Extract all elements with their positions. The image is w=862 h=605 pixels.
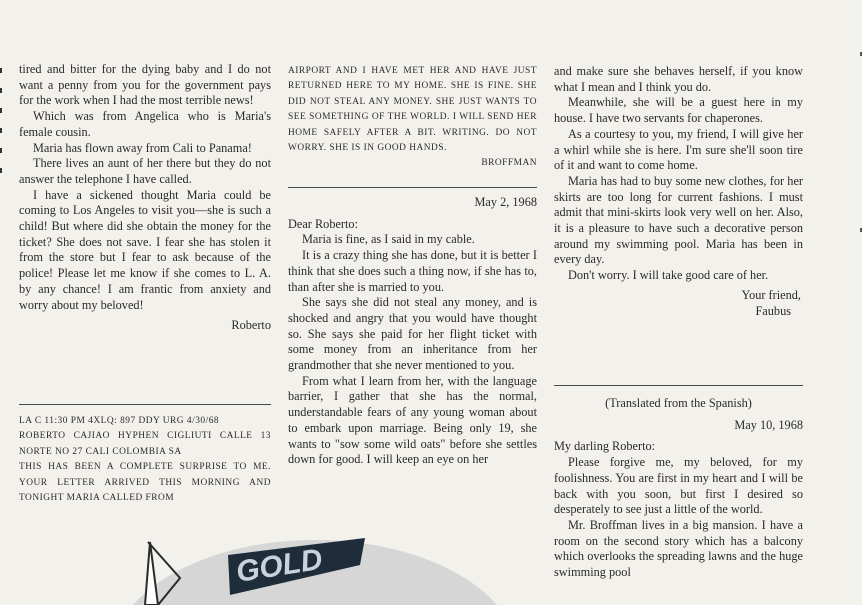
cable-text: AIRPORT AND I HAVE MET HER AND HAVE JUST RETURNED HERE TO MY HOME. SHE IS FINE. SHE DID NOT STEAL ANY MONEY. SHE JUST WANTS TO SEE SOMETHING OF THE WORLD. I WILL SEND HER HOME SAFELY AFTER A BIT. WRITING. DO NOT WORRY. SHE IS IN GOOD HANDS. [288, 66, 537, 154]
divider [288, 187, 537, 188]
closing-name: Faubus [755, 303, 791, 318]
paragraph: It is a crazy thing she has done, but it is better I think that she does such a thing now, if she has to, than after she is married to you. [288, 248, 537, 294]
cable-header: LA C 11:30 PM 4XLQ: 897 DDY URG 4/30/68 [19, 416, 220, 426]
margin-mark [0, 128, 2, 133]
margin-mark [0, 148, 2, 153]
cable-sender: BROFFMAN [481, 158, 537, 169]
margin-mark [0, 88, 2, 93]
paragraph: Mr. Broffman lives in a big mansion. I have a room on the second story which has a balcony which overlooks the spreading lawns and the huge swimming pool [554, 517, 803, 580]
divider [19, 404, 271, 405]
signature: Roberto [231, 318, 271, 333]
letter-date: May 2, 1968 [474, 195, 537, 209]
letter-may-2 [288, 195, 537, 468]
salutation: Dear Roberto: [288, 216, 358, 231]
cable-block [19, 414, 271, 506]
cable-text: THIS HAS BEEN A COMPLETE SURPRISE TO ME. YOUR LETTER ARRIVED THIS MORNING AND TONIGHT MARIA CALLED FROM [19, 462, 271, 504]
translation-note: (Translated from the Spanish) [605, 396, 752, 410]
closing: Your friend, [741, 287, 801, 302]
paragraph: From what I learn from her, with the language barrier, I gather that she has the normal, understandable fears of any young woman about to embark upon marriage. Being only 19, she wants to "sow some wild oats" before she settles down for good. I will keep an eye on her [288, 373, 537, 467]
paragraph: Which was from Angelica who is Maria's female cousin. [19, 109, 271, 139]
letter-may-10 [554, 396, 803, 581]
paragraph: Maria has had to buy some new clothes, for her skirts are too long for current fashions. I must admit that mini-skirts look very well on her. Also, it is a pleasure to have such a decorative person around my swimming pool. Maria has been in every day. [554, 173, 803, 267]
paragraph: Don't worry. I will take good care of her. [568, 268, 769, 283]
margin-mark [0, 168, 2, 173]
pennant-graphic [110, 520, 520, 605]
paragraph: tired and bitter for the dying baby and I do not want a penny from you for the government pays for the work when I had the most terrible news! [19, 62, 271, 108]
paragraph: Maria is fine, as I said in my cable. [302, 232, 475, 247]
column-1 [19, 62, 271, 334]
letter-date: May 10, 1968 [734, 417, 803, 432]
paragraph: Meanwhile, she will be a guest here in my house. I have two servants for chaperones. [554, 95, 803, 126]
cable-address: ROBERTO CAJIAO HYPHEN CIGLIUTI CALLE 13 NORTE NO 27 CALI COLOMBIA SA [19, 431, 271, 457]
pennant-illustration [110, 520, 520, 605]
divider [554, 385, 803, 386]
pennant-text: GOLD [233, 542, 325, 589]
paragraph: As a courtesy to you, my friend, I will give her a whirl while she is here. I'm sure she'll soon tire of it and want to come home. [554, 126, 803, 173]
column-3 [554, 64, 803, 319]
salutation: My darling Roberto: [554, 439, 656, 454]
paragraph: I have a sickened thought Maria could be coming to Los Angeles to visit you—she is such a child! But where did she obtain the money for the ticket? She does not save. I fear she has stolen it from the store but I fear to ask because of the police! Please let me know if she comes to L. A. by any chance! I am frantic from anxiety and worry about my beloved! [19, 187, 271, 312]
margin-mark [0, 108, 2, 113]
paragraph: and make sure she behaves herself, if you know what I mean and I think you do. [554, 64, 803, 94]
paragraph: Maria has flown away from Cali to Panama! [33, 140, 252, 155]
paragraph: Please forgive me, my beloved, for my foolishness. You are first in my heart and I will be back with you soon, but first I desired so desperately to see just a little of the world. [554, 455, 803, 517]
margin-mark [0, 68, 2, 73]
column-2 [288, 64, 537, 172]
paragraph: There lives an aunt of her there but they do not answer the telephone I have called. [19, 156, 271, 186]
paragraph: She says she did not steal any money, and is shocked and angry that you would have thought so. She says she paid for her flight ticket with some money from an inheritance from her grandmother that she never mentioned to you. [288, 295, 537, 373]
